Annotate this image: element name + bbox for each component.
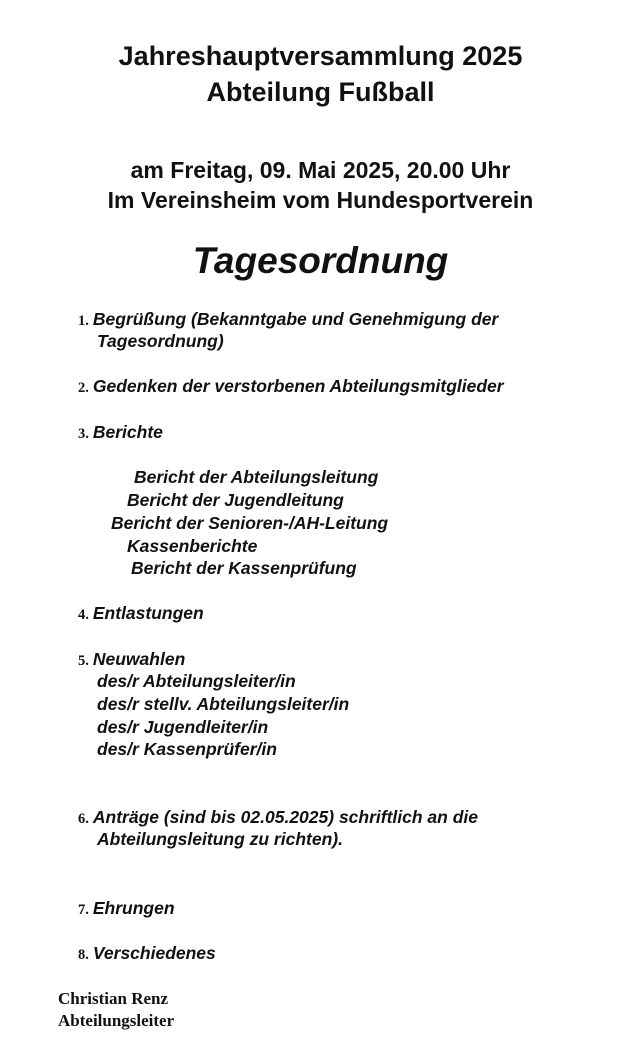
agenda-item-number: 1. — [78, 313, 89, 329]
agenda-item-number: 4. — [78, 607, 89, 623]
report-item-department: Bericht der Abteilungsleitung — [134, 467, 379, 487]
meeting-location: Im Vereinsheim vom Hundesportverein — [107, 187, 534, 213]
election-item-auditor: des/r Kassenprüfer/in — [97, 739, 277, 759]
agenda-item-6 — [78, 806, 478, 830]
agenda-item-8 — [78, 942, 216, 966]
signature-role: Abteilungsleiter — [58, 1011, 175, 1030]
agenda-item-text: Berichte — [92, 422, 163, 442]
agenda-item-4 — [78, 602, 204, 626]
signature-name: Christian Renz — [58, 989, 169, 1008]
agenda-item-number: 3. — [78, 426, 89, 442]
agenda-item-text: Neuwahlen — [92, 649, 186, 669]
agenda-item-7 — [78, 897, 175, 921]
agenda-item-text: Entlastungen — [92, 603, 204, 623]
agenda-item-number: 8. — [78, 947, 89, 963]
agenda-item-number: 7. — [78, 902, 89, 918]
report-item-youth: Bericht der Jugendleitung — [127, 490, 344, 510]
agenda-item-text: Anträge (sind bis 02.05.2025) schriftlich an die — [92, 807, 479, 827]
agenda-item-text: Begrüßung (Bekanntgabe und Genehmigung der — [92, 309, 499, 329]
agenda-item-1-continuation: Tagesordnung) — [97, 331, 224, 351]
agenda-item-5 — [78, 648, 185, 672]
report-item-treasury: Kassenberichte — [127, 536, 258, 556]
agenda-item-3 — [78, 421, 163, 445]
agenda-heading: Tagesordnung — [192, 240, 449, 281]
agenda-item-2 — [78, 375, 504, 399]
meeting-date: am Freitag, 09. Mai 2025, 20.00 Uhr — [130, 157, 511, 183]
document-subtitle: Abteilung Fußball — [206, 77, 435, 107]
agenda-item-6-continuation: Abteilungsleitung zu richten). — [97, 829, 343, 849]
document-title: Jahreshauptversammlung 2025 — [118, 41, 523, 71]
agenda-item-text: Ehrungen — [92, 898, 175, 918]
agenda-item-number: 2. — [78, 380, 89, 396]
election-item-youth-leader: des/r Jugendleiter/in — [97, 717, 269, 737]
agenda-item-text: Verschiedenes — [92, 943, 216, 963]
agenda-item-number: 6. — [78, 811, 89, 827]
election-item-deputy-head: des/r stellv. Abteilungsleiter/in — [97, 694, 350, 714]
agenda-item-text: Gedenken der verstorbenen Abteilungsmitglieder — [92, 376, 504, 396]
report-item-audit: Bericht der Kassenprüfung — [131, 558, 357, 578]
agenda-item-number: 5. — [78, 653, 89, 669]
agenda-item-1 — [78, 308, 498, 332]
election-item-department-head: des/r Abteilungsleiter/in — [97, 671, 296, 691]
report-item-seniors: Bericht der Senioren-/AH-Leitung — [111, 513, 389, 533]
